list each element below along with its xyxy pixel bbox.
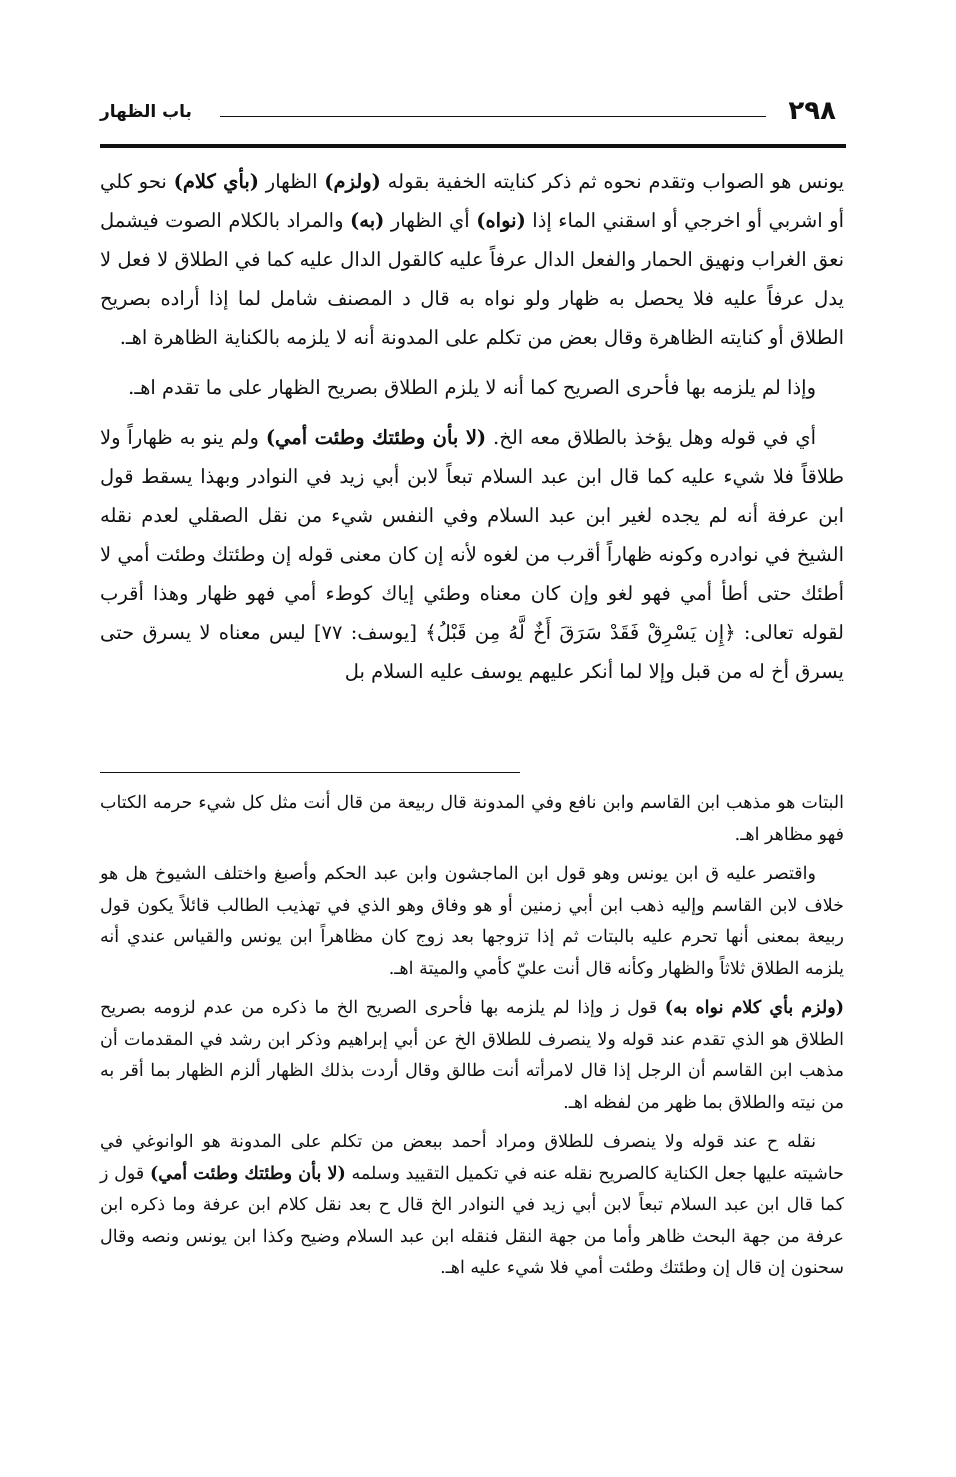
- text-run: والمراد بالكلام الصوت فيشمل نعق الغراب ونهيق الحمار والفعل الدال عرفاً عليه كالقول الدال عليه كما في الطلاق لا فعل لا يدل عرفاً عليه فلا يحصل به ظهار ولو نواه به قال د المصنف شامل لما إذا أراده بصريح الطلاق أو كنايته الظاهرة وقال بعض من تكلم على المدونة أنه لا يلزمه بالكناية الظاهرة اهـ.: [100, 209, 844, 349]
- header-line: [220, 116, 766, 117]
- matn-term: (ولزم بأي كلام نواه به): [664, 998, 844, 1018]
- main-paragraph-1: [100, 162, 844, 357]
- chapter-title: باب الظهار: [100, 102, 192, 122]
- matn-term: (لا بأن وطئتك وطئت أمي): [265, 426, 487, 449]
- footnote-separator: [100, 772, 520, 773]
- page-number: ٢٩٨: [788, 96, 836, 126]
- header-rule: [100, 144, 846, 148]
- text-run: نحو كلي أو اشربي أو اخرجي أو اسقني الماء إذا: [100, 170, 844, 232]
- footnote-paragraph-3: [100, 993, 844, 1119]
- text-run: أي في قوله وهل يؤخذ بالطلاق معه الخ.: [486, 426, 816, 449]
- matn-term: (نواه): [476, 209, 526, 232]
- text-run: ولم ينو به ظهاراً ولا طلاقاً فلا شيء عليه كما قال ابن عبد السلام تبعاً لابن أبي زيد في النوادر وبهذا يسقط قول ابن عرفة أنه لم يجده لغير ابن عبد السلام وفي النفس شيء من نقل الصقلي لعدم نقله الشيخ في نوادره وكونه ظهاراً أقرب من لغوه لأنه إن كان معنى قوله إن وطئتك وطئت أمي لا أطئك حتى أطأ أمي فهو لغو وإن كان معناه وطئي إياك كوطء أمي فهو ظهار وهذا أقرب لقوله تعالى:: [100, 426, 844, 644]
- matn-term: (به): [350, 209, 385, 232]
- page-header: [100, 92, 836, 136]
- footnote-paragraph-2: واقتصر عليه ق ابن يونس وهو قول ابن الماجشون وابن عبد الحكم وأصبغ واختلف الشيوخ هل هو خلاف لابن القاسم وإليه ذهب ابن أبي زمنين أو هو وفاق وهو الذي في تهذيب الطالب قائلاً يكون قول ربيعة بمعنى أنها تحرم عليه بالبتات ثم إذا تزوجها بعد زوج كان مظاهراً ابن يونس والقياس عندي أنه يلزمه الطلاق ثلاثاً والظهار وكأنه قال أنت عليّ كأمي والميتة اهـ.: [100, 864, 844, 979]
- text-run: قول ز كما قال ابن عبد السلام تبعاً لابن أبي زيد في النوادر الخ قال ح بعد نقل كلام ابن عرفة وما ذكره ابن عرفة من جهة البحث ظاهر وأما من جهة النقل فنقله ابن عبد السلام وضيح وكذا ابن يونس ونصه وقال سحنون إن قال إن وطئتك وطئت أمي فلا شيء عليه اهـ.: [100, 1163, 844, 1278]
- text-run: قول ز وإذا لم يلزمه بها فأحرى الصريح الخ ما ذكره من عدم لزومه بصريح الطلاق هو الذي تقدم عند قوله ولا ينصرف للطلاق الخ عن أبي إبراهيم وذكر ابن رشد في المقدمات أن مذهب ابن القاسم أن الرجل إذا قال لامرأته أنت طالق وقال أردت بذلك الظهار ألزم الظهار بما أقر به من نيته والطلاق بما ظهر من لفظه اهـ.: [100, 998, 844, 1113]
- matn-term: (لا بأن وطئتك وطئت أمي): [149, 1163, 346, 1184]
- main-text: [100, 162, 844, 702]
- text-run: الظهار: [259, 170, 325, 193]
- text-run: يونس هو الصواب وتقدم نحوه ثم ذكر كنايته الخفية بقوله: [380, 170, 844, 193]
- text-run: [يوسف: ٧٧] ليس معناه لا يسرق حتى يسرق أخ له من قبل وإلا لما أنكر عليهم يوسف عليه السلام بل: [100, 621, 844, 683]
- matn-term: (بأي كلام): [173, 170, 260, 193]
- footnote-paragraph-1: البتات هو مذهب ابن القاسم وابن نافع وفي المدونة قال ربيعة من قال أنت مثل كل شيء حرمه الكتاب فهو مظاهر اهـ.: [100, 793, 844, 845]
- text-run: نقله ح عند قوله ولا ينصرف للطلاق ومراد أحمد ببعض من تكلم على المدونة هو الوانوغي في حاشيته عليها جعل الكناية كالصريح نقله عنه في تكميل التقييد وسلمه: [100, 1132, 845, 1184]
- matn-term: (ولزم): [324, 170, 381, 193]
- footnotes: [100, 788, 844, 1293]
- main-paragraph-3: [100, 418, 844, 691]
- footnote-paragraph-4: [100, 1127, 844, 1285]
- main-paragraph-2: وإذا لم يلزمه بها فأحرى الصريح كما أنه لا يلزم الطلاق بصريح الظهار على ما تقدم اهـ.: [128, 376, 816, 399]
- text-run: أي الظهار: [384, 209, 477, 232]
- quran-verse: ﴿إِن يَسْرِقْ فَقَدْ سَرَقَ أَخٌ لَّهُ مِن قَبْلُ﴾: [425, 621, 736, 644]
